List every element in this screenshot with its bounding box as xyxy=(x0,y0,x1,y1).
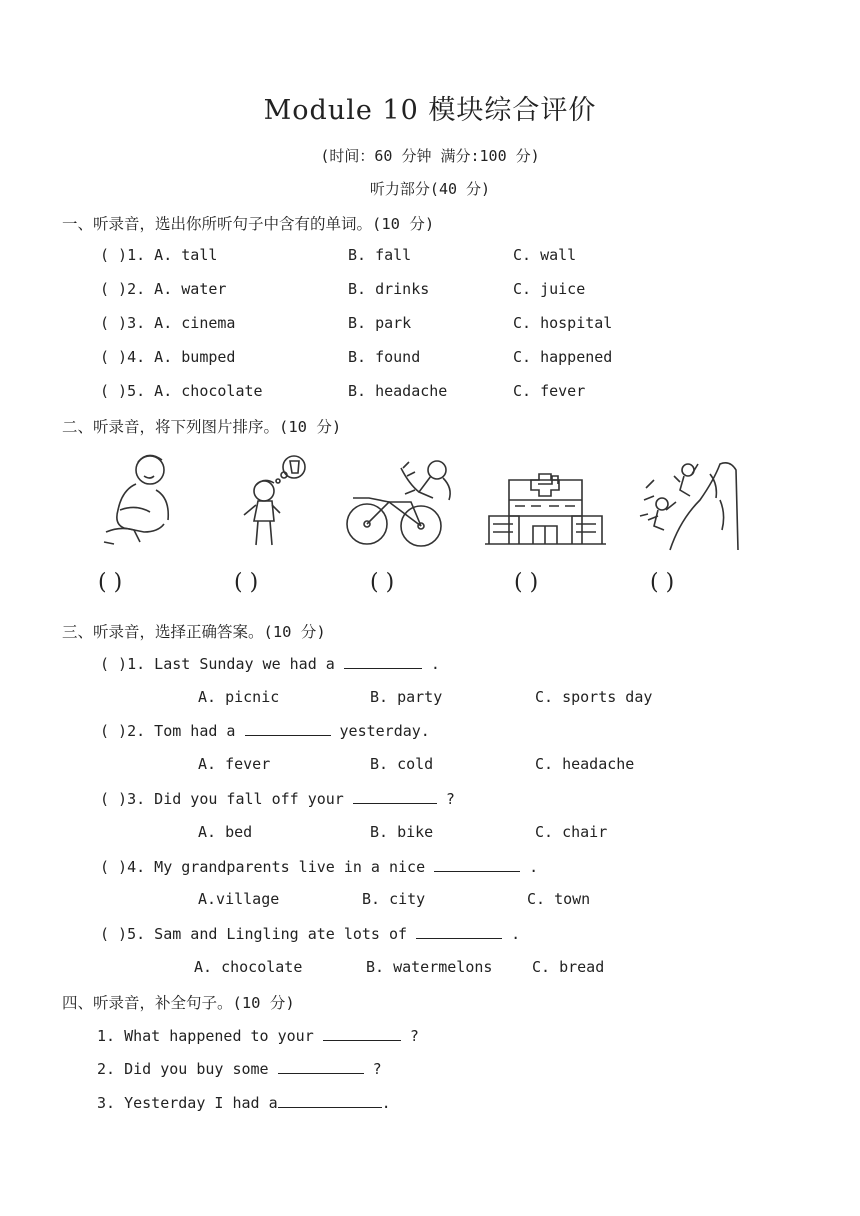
s3-q5-text: ( )5. Sam and Lingling ate lots of xyxy=(100,925,408,943)
s3-q2-a: A. fever xyxy=(198,755,271,773)
s3-q5-a: A. chocolate xyxy=(194,958,303,976)
s3-q3-b: B. bike xyxy=(370,823,434,841)
s3-q1-blank[interactable] xyxy=(344,654,422,669)
s3-q3-c: C. chair xyxy=(535,823,608,841)
s4-item3-text: 3. Yesterday I had a xyxy=(97,1094,278,1112)
s1-q1-c: C. wall xyxy=(513,246,577,264)
s3-q4-post: . xyxy=(529,858,539,876)
s3-q5-blank[interactable] xyxy=(416,924,502,939)
answer-paren-5: ( ) xyxy=(650,570,675,595)
s1-q3-a: ( )3. A. cinema xyxy=(100,314,236,332)
s1-q4-c: C. happened xyxy=(513,348,613,366)
s3-q1-b: B. party xyxy=(370,688,443,706)
s4-item2-text: 2. Did you buy some xyxy=(97,1060,269,1078)
s3-q2-b: B. cold xyxy=(370,755,434,773)
s4-item2 xyxy=(97,1059,382,1078)
section1-heading: 一、听录音，选出你所听句子中含有的单词。(10 分) xyxy=(62,215,435,233)
bike-fall-icon xyxy=(343,458,463,557)
part-label: 听力部分(40 分) xyxy=(369,180,491,198)
answer-paren-3: ( ) xyxy=(370,570,395,595)
s3-q2-blank[interactable] xyxy=(245,721,331,736)
answer-paren-2: ( ) xyxy=(234,570,259,595)
section2-heading: 二、听录音，将下列图片排序。(10 分) xyxy=(62,418,342,436)
s3-q2-post: yesterday. xyxy=(339,722,430,740)
s3-q2-c: C. headache xyxy=(535,755,635,773)
s1-q2-a: ( )2. A. water xyxy=(100,280,227,298)
s4-item1-text: 1. What happened to your xyxy=(97,1027,314,1045)
s3-q1-text: ( )1. Last Sunday we had a xyxy=(100,655,335,673)
s3-q5 xyxy=(100,924,520,943)
sick-boy-icon xyxy=(100,450,180,554)
hospital-icon xyxy=(483,470,608,554)
exam-meta: (时间：60 分钟 满分:100 分) xyxy=(320,147,540,165)
s1-q3-b: B. park xyxy=(348,314,412,332)
s4-item3-post: . xyxy=(381,1094,391,1112)
s3-q2-text: ( )2. Tom had a xyxy=(100,722,236,740)
s3-q2 xyxy=(100,721,430,740)
s1-q4-b: B. found xyxy=(348,348,421,366)
thirsty-boy-icon xyxy=(236,455,316,559)
s3-q4-a: A.village xyxy=(198,890,280,908)
s3-q4-blank[interactable] xyxy=(434,857,520,872)
s1-q1-b: B. fall xyxy=(348,246,412,264)
s3-q4-c: C. town xyxy=(527,890,591,908)
s1-q1-a: ( )1. A. tall xyxy=(100,246,218,264)
s1-q4-a: ( )4. A. bumped xyxy=(100,348,236,366)
s1-q5-c: C. fever xyxy=(513,382,586,400)
answer-paren-4: ( ) xyxy=(514,570,539,595)
s4-item1 xyxy=(97,1026,419,1045)
section3-heading: 三、听录音，选择正确答案。(10 分) xyxy=(62,623,326,641)
s3-q3 xyxy=(100,789,455,808)
page-title: Module 10 模块综合评价 xyxy=(263,95,597,126)
s4-item1-post: ? xyxy=(409,1027,419,1045)
s3-q1 xyxy=(100,654,440,673)
s3-q4 xyxy=(100,857,538,876)
s3-q1-a: A. picnic xyxy=(198,688,280,706)
s3-q3-a: A. bed xyxy=(198,823,253,841)
s3-q5-b: B. watermelons xyxy=(366,958,493,976)
s3-q1-post: . xyxy=(430,655,440,673)
s1-q2-c: C. juice xyxy=(513,280,586,298)
s3-q3-post: ? xyxy=(445,790,455,808)
s3-q3-text: ( )3. Did you fall off your xyxy=(100,790,344,808)
s4-item2-post: ? xyxy=(372,1060,382,1078)
s3-q3-blank[interactable] xyxy=(353,789,437,804)
answer-paren-1: ( ) xyxy=(98,570,123,595)
s4-item3 xyxy=(97,1093,391,1112)
section4-heading: 四、听录音，补全句子。(10 分) xyxy=(62,994,295,1012)
s3-q1-c: C. sports day xyxy=(535,688,653,706)
climbing-icon xyxy=(640,460,740,554)
s1-q3-c: C. hospital xyxy=(513,314,613,332)
s1-q5-a: ( )5. A. chocolate xyxy=(100,382,263,400)
s1-q5-b: B. headache xyxy=(348,382,448,400)
s4-item2-blank[interactable] xyxy=(278,1059,364,1074)
s4-item3-blank[interactable] xyxy=(278,1093,382,1108)
s3-q4-b: B. city xyxy=(362,890,426,908)
s3-q5-post: . xyxy=(511,925,521,943)
s3-q5-c: C. bread xyxy=(532,958,605,976)
s4-item1-blank[interactable] xyxy=(323,1026,401,1041)
s3-q4-text: ( )4. My grandparents live in a nice xyxy=(100,858,426,876)
s1-q2-b: B. drinks xyxy=(348,280,430,298)
